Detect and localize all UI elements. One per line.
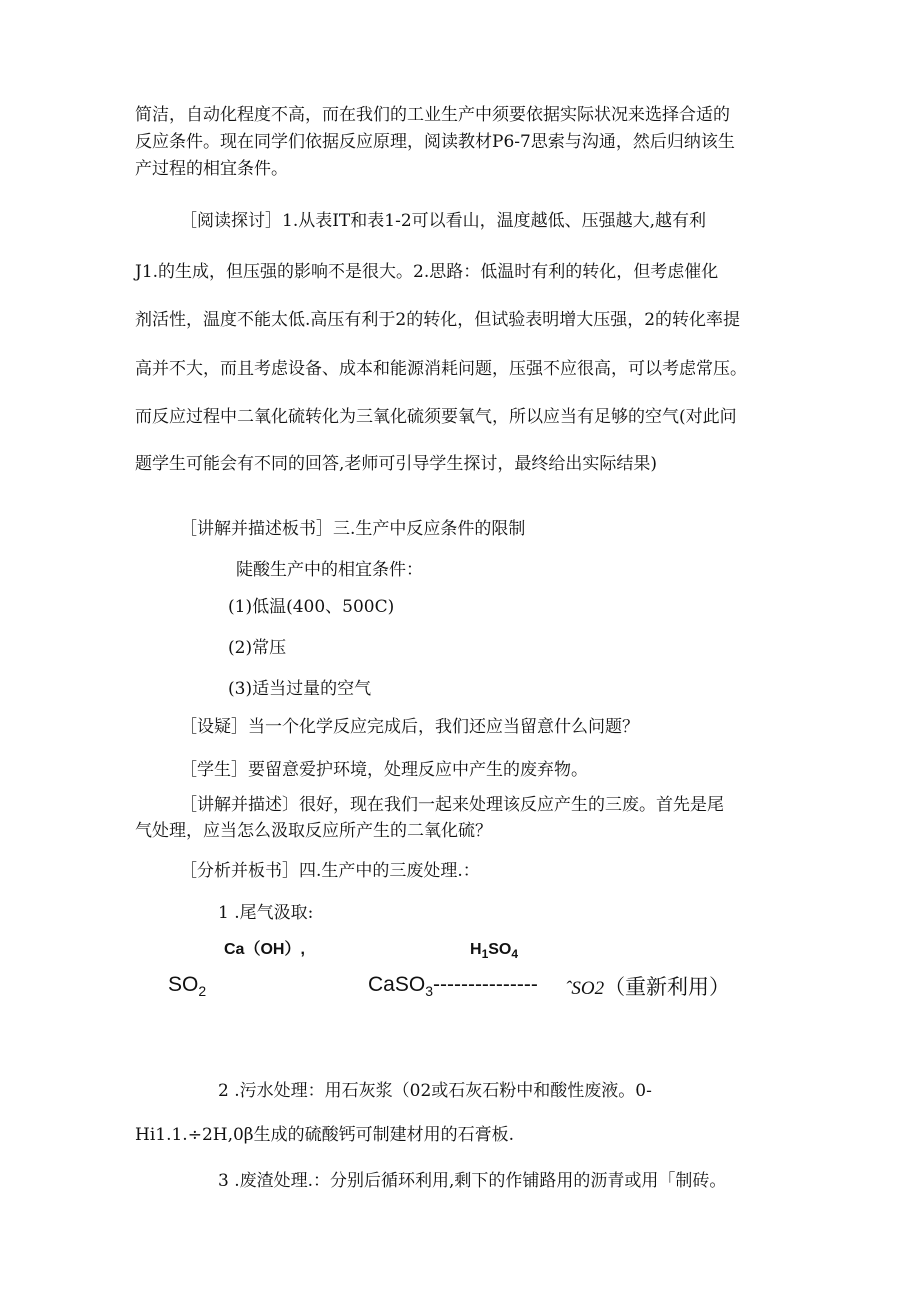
- formula-so2: [168, 974, 206, 1002]
- reagent-calcium-hydroxide-main: Ca（OH）: [224, 941, 301, 958]
- student-line: ［学生］要留意爱护环境，处理反应中产生的废弃物。: [180, 760, 588, 780]
- so2b-main: SO: [571, 978, 595, 999]
- reagent-sulfuric-acid: [470, 939, 518, 965]
- caret-mark: ˆ: [565, 978, 572, 999]
- reuse-label: （重新利用）: [604, 975, 731, 999]
- condition-item-2: (2)常压: [228, 638, 287, 658]
- reagent-so-subscript: 4: [511, 947, 519, 961]
- so2-subscript: 2: [198, 983, 207, 999]
- reagent-calcium-hydroxide: [224, 939, 305, 961]
- intro-line-2: 反应条件。现在同学们依据反应原理，阅读教材P6-7思索与沟通，然后归纳该生: [135, 132, 735, 152]
- reaction-dashes: ---------------: [432, 973, 538, 996]
- condition-item-3: (3)适当过量的空气: [228, 679, 372, 699]
- reagent-calcium-hydroxide-tail: ,: [300, 941, 305, 958]
- lecture-line-2: 气处理，应当怎么汲取反应所产生的二氧化硫？: [135, 821, 492, 841]
- reading-discussion-line-6: 题学生可能会有不同的回答,老师可引导学生探讨，最终给出实际结果): [135, 454, 658, 474]
- reagent-h-subscript: 1: [481, 947, 489, 961]
- so2-main: SO: [168, 973, 199, 996]
- reading-discussion-line-3: 剂活性，温度不能太低.高压有利于2的转化，但试验表明增大压强，2的转化率提: [135, 310, 741, 330]
- reading-discussion-line-2: J1.的生成，但压强的影响不是很大。2.思路：低温时有利的转化，但考虑催化: [135, 262, 719, 282]
- question-line: ［设疑］当一个化学反应完成后，我们还应当留意什么问题？: [180, 717, 639, 737]
- reading-discussion-line-5: 而反应过程中二氧化硫转化为三氧化硫须要氧气，所以应当有足够的空气(对此问: [135, 407, 737, 427]
- caso3-main: CaSO: [368, 973, 426, 996]
- lecture-board-heading-3: ［讲解并描述板书］三.生产中反应条件的限制: [180, 519, 526, 539]
- slag-line: 3 .废渣处理.：分别后循环利用,剩下的作铺路用的沥青或用「制砖。: [218, 1171, 727, 1191]
- intro-line-3: 产过程的相宜条件。: [135, 159, 288, 179]
- caso3-subscript: 3: [425, 983, 433, 999]
- sewage-line-1: 2 .污水处理：用石灰浆（02或石灰石粉中和酸性废液。0-: [218, 1081, 652, 1101]
- lecture-line-1: ［讲解并描述〕很好，现在我们一起来处理该反应产生的三废。首先是尾: [180, 795, 724, 815]
- condition-item-1: (1)低温(400、500C): [228, 597, 395, 617]
- reagent-so: SO: [488, 941, 512, 958]
- tail-gas-title: 1 .尾气汲取:: [218, 903, 314, 923]
- reagent-h: H: [470, 941, 482, 958]
- conditions-title: 陡酸生产中的相宜条件：: [236, 560, 423, 580]
- intro-line-1: 简洁，自动化程度不高，而在我们的工业生产中须要依据实际状况来选择合适的: [135, 105, 730, 125]
- analysis-board-heading-4: ［分析并板书］四.生产中的三废处理.：: [180, 861, 480, 881]
- reading-discussion-line-1: ［阅读探讨］1.从表IT和表1-2可以看山，温度越低、压强越大,越有利: [180, 211, 707, 231]
- reading-discussion-line-4: 高并不大，而且考虑设备、成本和能源消耗问题，压强不应很高，可以考虑常压。: [135, 359, 747, 379]
- formula-so2-recycled: [565, 976, 730, 1000]
- so2b-subscript: 2: [594, 978, 605, 999]
- sewage-line-2: Hi1.1.÷2H,0β生成的硫酸钙可制建材用的石膏板.: [135, 1125, 515, 1145]
- formula-caso3: [368, 974, 538, 1002]
